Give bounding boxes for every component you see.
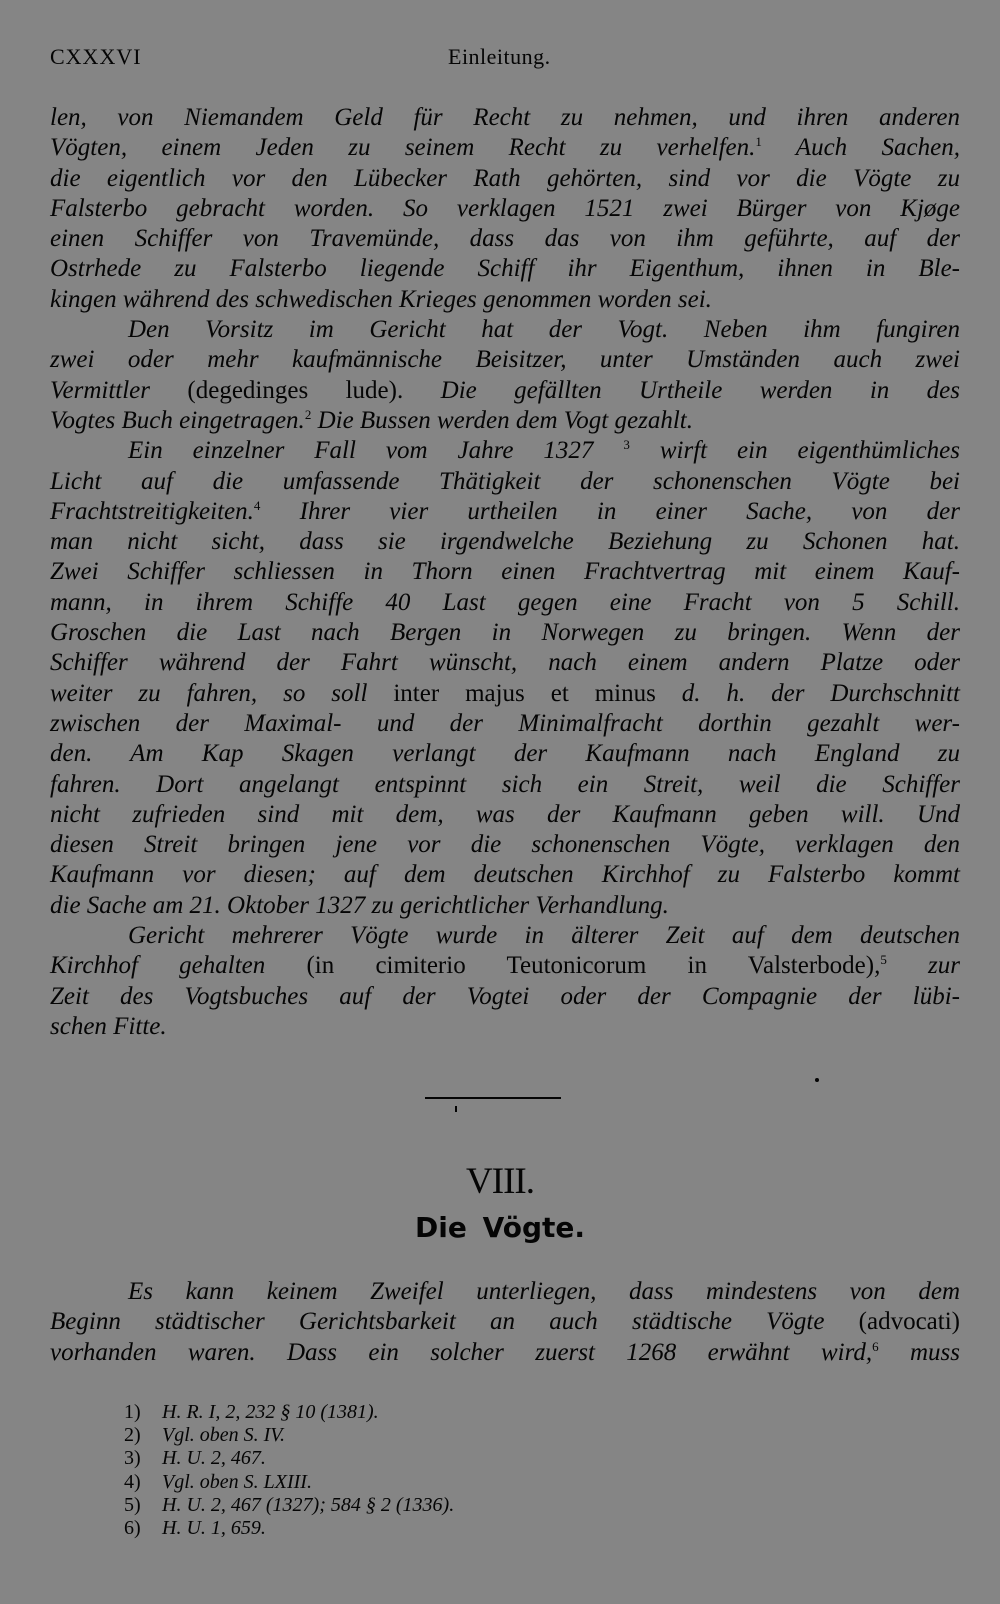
text-run: Kirchhof gehalten [50, 952, 307, 980]
text-run: man nicht sicht, dass sie irgendwelche Beziehung zu Schonen hat. [50, 528, 960, 556]
text-run: Ihrer vier urtheilen in einer Sache, von der [260, 497, 960, 525]
text-run: weiter zu fahren, so soll [50, 679, 394, 707]
text-run: (advocati) [858, 1308, 960, 1336]
footnote [124, 1447, 454, 1470]
text-run: fahren. Dort angelangt entspinnt sich ein Streit, weil die Schiffer [50, 770, 960, 798]
text-run: Gericht mehrerer Vögte wurde in älterer Zeit auf dem deutschen [128, 922, 960, 950]
text-line [50, 254, 960, 284]
paragraph [50, 103, 960, 315]
text-run: vorhanden waren. Dass ein solcher zuerst 1268 erwähnt wird, [50, 1338, 873, 1366]
text-line [50, 648, 960, 678]
text-line [50, 557, 960, 587]
footnote-number: 3) [124, 1447, 141, 1470]
text-run: inter majus et minus [393, 679, 656, 707]
footnote-marker: 4 [253, 497, 261, 513]
text-line [50, 224, 960, 254]
text-line [50, 436, 960, 466]
text-line [50, 285, 960, 315]
footnote-marker: 5 [880, 952, 887, 968]
paragraph [50, 436, 960, 921]
footnote-text: H. U. 2, 467 (1327); 584 § 2 (1336). [162, 1493, 455, 1516]
text-run: d. h. der Durchschnitt [655, 679, 960, 707]
footnote-text: H. U. 1, 659. [162, 1516, 266, 1539]
text-line [50, 406, 960, 436]
text-run: den. Am Kap Skagen verlangt der Kaufmann nach England zu [50, 740, 960, 768]
footnote [124, 1471, 454, 1494]
text-run: Kaufmann vor diesen; auf dem deutschen Kirchhof zu Falsterbo kommt [50, 861, 960, 889]
text-run: Ein einzelner Fall vom Jahre 1327 [128, 437, 624, 465]
text-line [50, 164, 960, 194]
text-line [50, 830, 960, 860]
section-divider [425, 1097, 561, 1099]
text-run: muss [878, 1338, 960, 1366]
text-line [50, 1277, 960, 1307]
footnote-text: Vgl. oben S. IV. [162, 1424, 285, 1447]
text-run: zwischen der Maximal- und der Minimalfracht dorthin gezahlt wer- [50, 709, 960, 737]
footnote-marker: 3 [623, 437, 630, 453]
text-line [50, 891, 960, 921]
text-run: zur [886, 952, 960, 980]
footnote-number: 2) [124, 1424, 141, 1447]
text-run: Es kann keinem Zweifel unterliegen, dass mindestens von dem [128, 1278, 960, 1305]
paragraph [50, 315, 960, 436]
text-run: einen Schiffer von Travemünde, dass das von ihm geführte, auf der [50, 225, 960, 253]
divider-mark [455, 1106, 457, 1112]
text-line [50, 709, 960, 739]
text-run: (degedinges lude). [187, 376, 404, 404]
page-number: CXXXVI [50, 44, 142, 69]
text-run: Groschen die Last nach Bergen in Norwegen zu bringen. Wenn der [50, 619, 960, 647]
text-run: die Sache am 21. Oktober 1327 zu gerichtlicher Verhandlung. [50, 891, 669, 919]
text-run: Die gefällten Urtheile werden in des [403, 376, 961, 404]
text-line [50, 467, 960, 497]
text-line [50, 860, 960, 890]
text-line [50, 1338, 960, 1368]
text-line [50, 739, 960, 769]
print-speck [815, 1078, 819, 1082]
footnote-text: Vgl. oben S. LXIII. [162, 1470, 312, 1493]
text-run: Zwei Schiffer schliessen in Thorn einen Frachtvertrag mit einem Kauf- [50, 558, 960, 586]
text-run: die eigentlich vor den Lübecker Rath gehörten, sind vor die Vögte zu [50, 164, 960, 192]
footnote-number: 6) [124, 1516, 141, 1539]
text-line [50, 951, 960, 981]
text-line [50, 1012, 960, 1042]
text-line [50, 527, 960, 557]
text-line [50, 376, 960, 406]
footnote-number: 5) [124, 1493, 141, 1516]
text-run: Licht auf die umfassende Thätigkeit der schonenschen Vögte bei [50, 467, 960, 495]
footnote-marker: 1 [755, 134, 762, 150]
text-run: Schiffer während der Fahrt wünscht, nach einem andern Platze oder [50, 649, 960, 677]
footnote-number: 4) [124, 1470, 141, 1493]
text-line [50, 497, 960, 527]
text-line [50, 921, 960, 951]
text-run: Auch Sachen, [761, 134, 960, 162]
text-run: diesen Streit bringen jene vor die schonenschen Vögte, verklagen den [50, 831, 960, 859]
text-run: Vogtes Buch eingetragen. [50, 406, 305, 434]
section-title: Die Vögte. [414, 1211, 585, 1244]
footnote [124, 1401, 454, 1424]
text-run: Die Bussen werden dem Vogt gezahlt. [311, 406, 693, 434]
text-line [50, 679, 960, 709]
text-run: Den Vorsitz im Gericht hat der Vogt. Neben ihm fungiren [128, 316, 960, 344]
footnotes [124, 1401, 454, 1540]
text-run: (in cimiterio Teutonicorum in Valsterbode) [306, 952, 875, 980]
text-run: Falsterbo gebracht worden. So verklagen 1521 zwei Bürger von Kjøge [50, 194, 960, 222]
footnote [124, 1424, 454, 1447]
text-line [50, 103, 960, 133]
text-run: , [874, 952, 881, 980]
text-run: kingen während des schwedischen Krieges genommen worden sei. [50, 285, 712, 313]
text-run: wirft ein eigenthümliches [629, 437, 961, 465]
footnote [124, 1494, 454, 1517]
text-line [50, 194, 960, 224]
text-line [50, 133, 960, 163]
text-run: Beginn städtischer Gerichtsbarkeit an auch städtische Vögte [50, 1308, 859, 1336]
section-number: VIII. [466, 1161, 534, 1202]
text-run: Zeit des Vogtsbuches auf der Vogtei oder der Compagnie der lübi- [50, 982, 960, 1010]
footnote-marker: 2 [304, 406, 312, 422]
text-run: zwei oder mehr kaufmännische Beisitzer, unter Umständen auch zwei [50, 346, 960, 374]
footnote [124, 1517, 454, 1540]
footnote-text: H. R. I, 2, 232 § 10 (1381). [162, 1401, 379, 1423]
text-run: schen Fitte. [50, 1012, 167, 1040]
text-run: Frachtstreitigkeiten. [50, 497, 254, 525]
footnote-marker: 6 [872, 1338, 879, 1354]
footnote-text: H. U. 2, 467. [162, 1447, 266, 1470]
running-title: Einleitung. [448, 44, 551, 69]
text-run: len, von Niemandem Geld für Recht zu nehmen, und ihren anderen [50, 104, 960, 131]
footnote-number: 1) [124, 1401, 141, 1423]
text-line [50, 982, 960, 1012]
text-run: mann, in ihrem Schiffe 40 Last gegen eine Fracht von 5 Schill. [50, 588, 960, 616]
text-line [50, 770, 960, 800]
paragraph [50, 921, 960, 1042]
text-run: nicht zufrieden sind mit dem, was der Kaufmann geben will. Und [50, 800, 960, 828]
text-line [50, 618, 960, 648]
text-line [50, 588, 960, 618]
text-line [50, 800, 960, 830]
text-line [50, 1307, 960, 1337]
text-line [50, 315, 960, 345]
body-text [50, 103, 960, 1042]
text-run: Vögten, einem Jeden zu seinem Recht zu verhelfen. [50, 134, 756, 162]
section-text [50, 1277, 960, 1368]
text-run: Ostrhede zu Falsterbo liegende Schiff ihr Eigenthum, ihnen in Ble- [50, 255, 960, 283]
text-run: Vermittler [50, 376, 188, 404]
text-line [50, 345, 960, 375]
